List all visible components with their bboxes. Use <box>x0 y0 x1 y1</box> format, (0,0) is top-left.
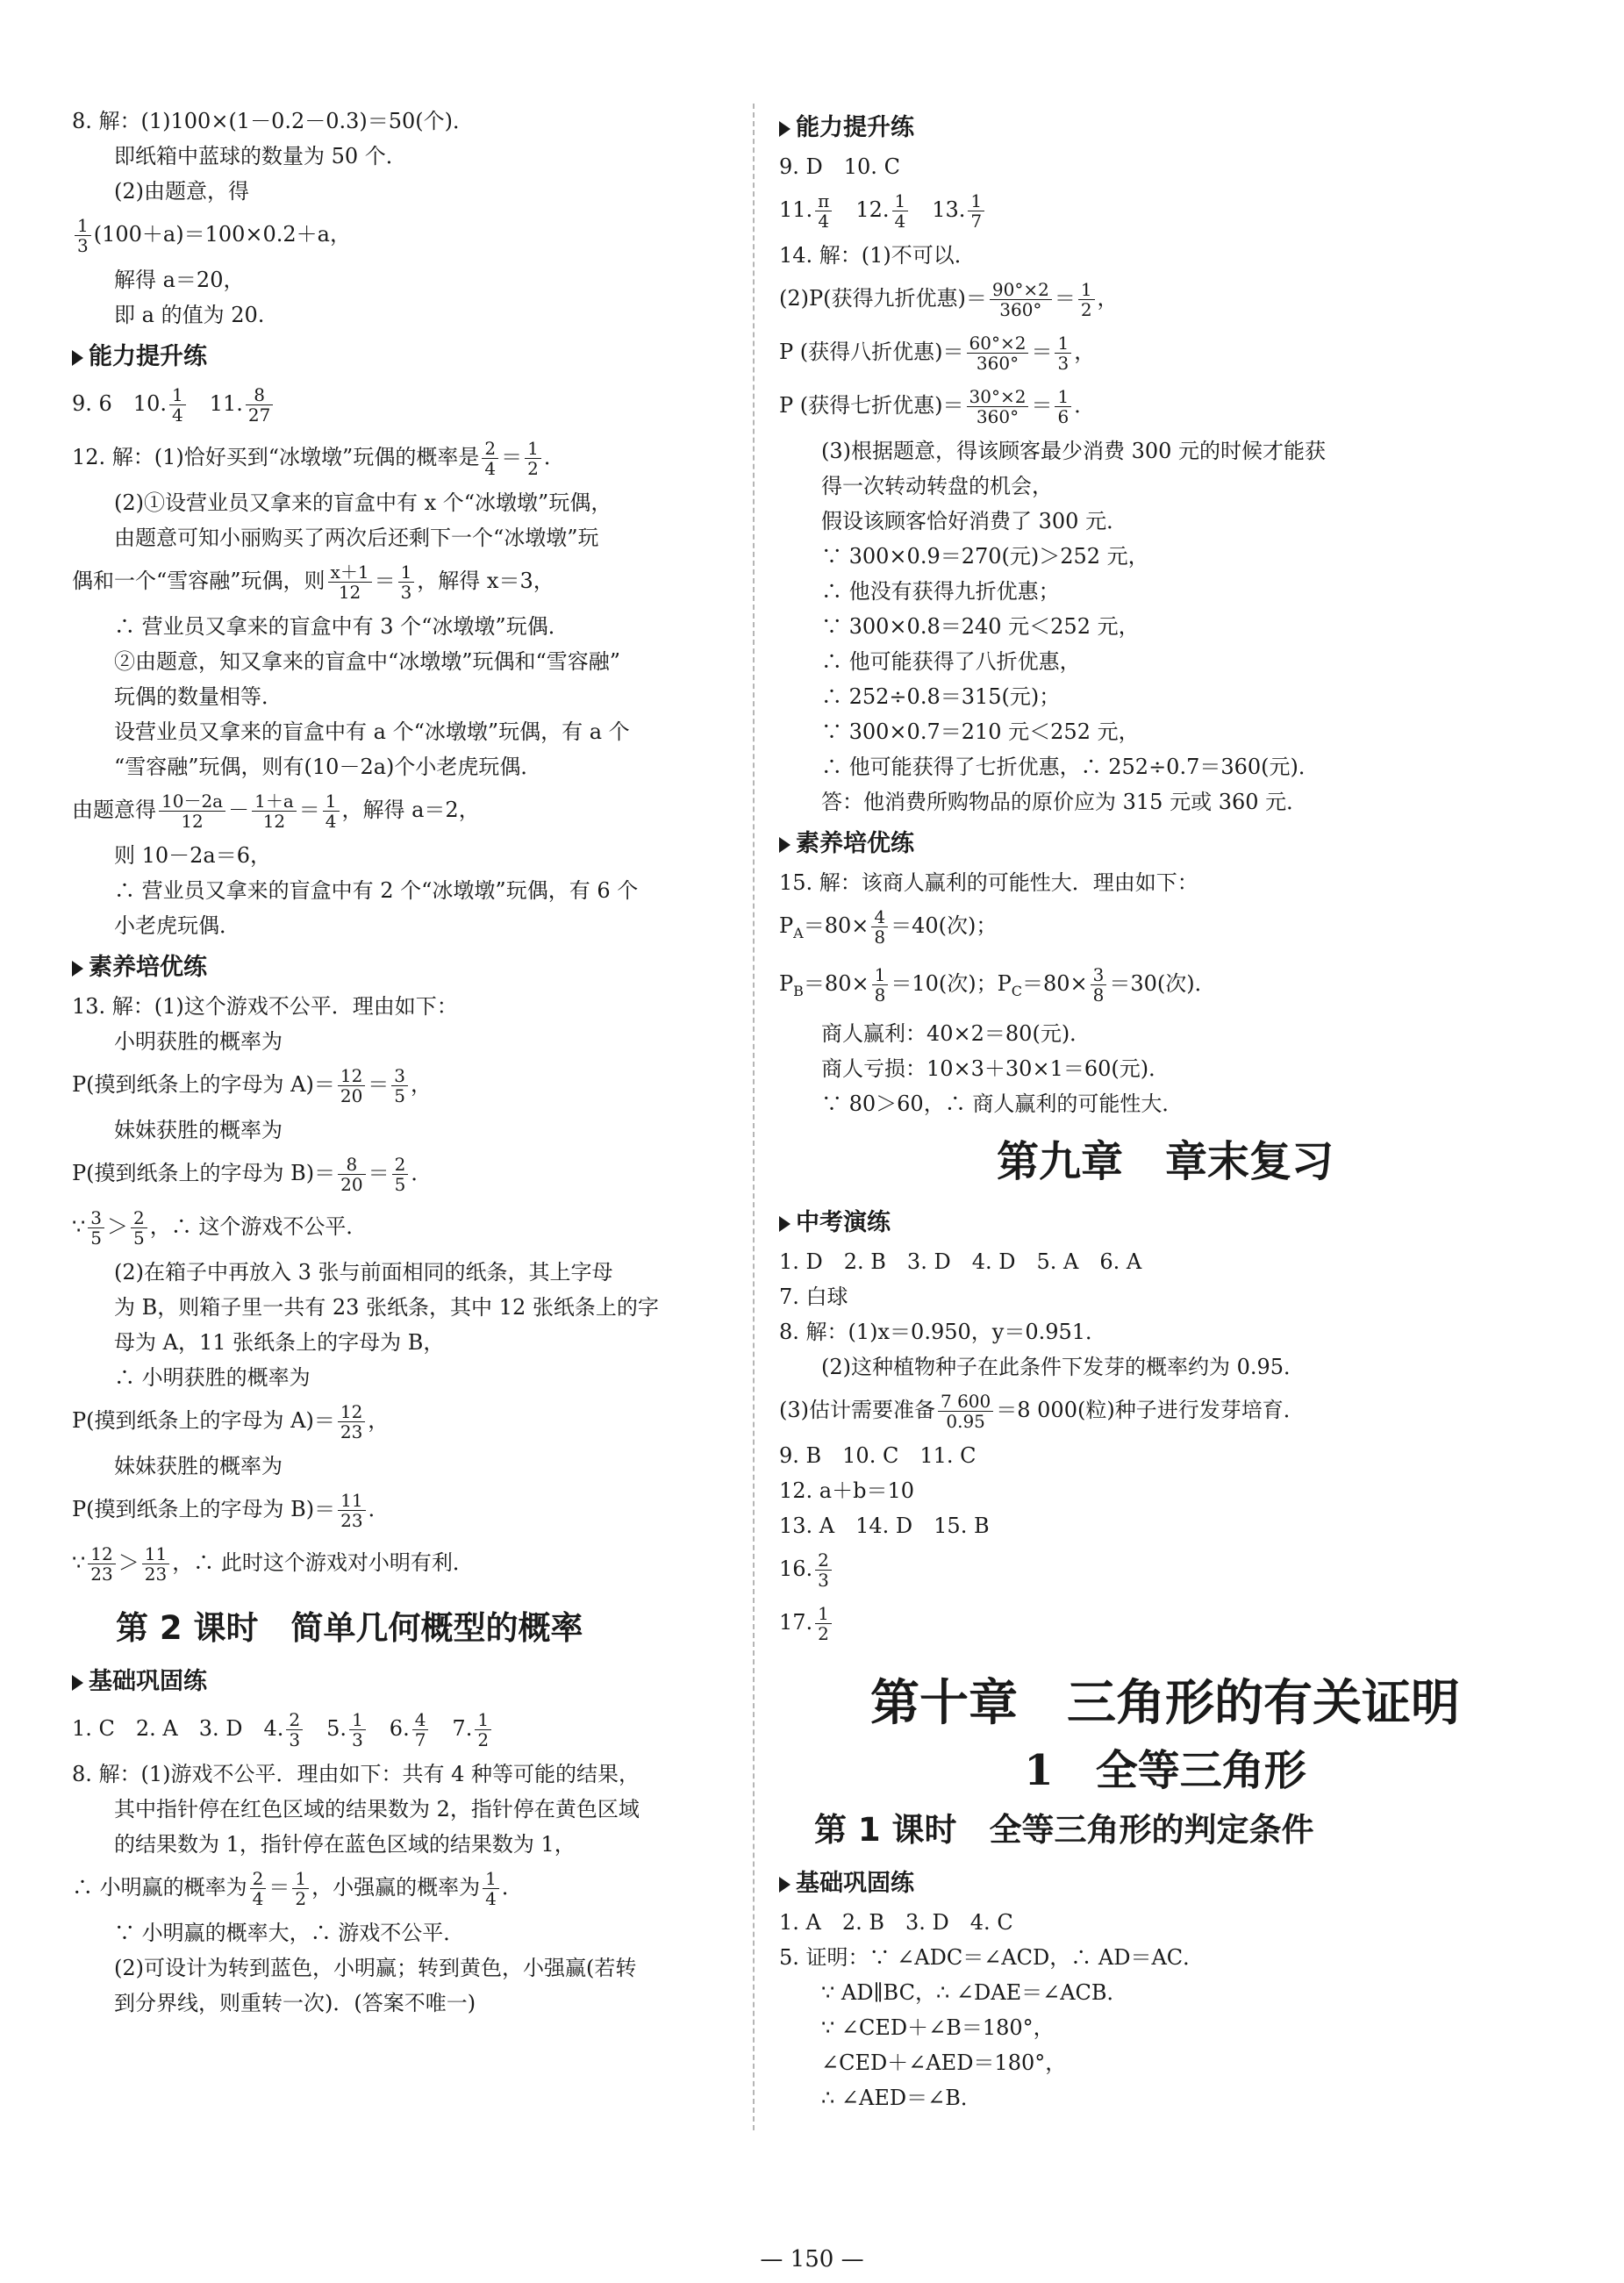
q8-line2: 即纸箱中蓝球的数量为 50 个． <box>114 144 407 168</box>
q14-line12: ∴ 252÷0.8＝315(元)； <box>821 684 1061 709</box>
proof5-line5: ∴ ∠AED＝∠B． <box>821 2085 982 2110</box>
q12-line6: ②由题意，知又拿来的盲盒中“冰墩墩”玩偶和“雪容融” <box>114 649 621 674</box>
exam-answers-9-11: 9. B 10. C 11. C <box>779 1442 977 1468</box>
section-heading-literacy-right: 素养培优练 <box>779 823 1551 865</box>
q13-line7: (2)在箱子中再放入 3 张与前面相同的纸条，其上字母 <box>114 1260 613 1285</box>
q15-line3: $P_B=80\times$ $\frac{1}{8}$ ＝10(次)；$P_C=80\times$ $\frac{3}{8}$ ＝30(次)． <box>779 963 1216 1006</box>
play-triangle-icon <box>72 350 83 366</box>
q13-line4: 妹妹获胜的概率为 <box>114 1118 283 1142</box>
section-heading-ability: 能力提升练 <box>72 336 739 378</box>
q14-line1: 14. 解：(1)不可以． <box>779 243 976 268</box>
q8-line6: 即 a 的值为 20. <box>114 303 265 327</box>
answers-9-11: 9. 6 10. $\frac{1}{4}$ 11. $\frac{8}{27}$ <box>72 378 739 432</box>
q8-line3: (2)由题意，得 <box>114 179 249 204</box>
exam-answers-1-6: 1. D 2. B 3. D 4. D 5. A 6. A <box>779 1249 1142 1274</box>
q13-line6: ∵ $\frac{3}{5}$ ＞ $\frac{2}{5}$ ，∴ 这个游戏不公平． <box>72 1207 368 1249</box>
q14-line13: ∵ 300×0.7＝210 元＜252 元， <box>821 719 1140 744</box>
q13-line5: P(摸到纸条上的字母为 B)＝ $\frac{8}{20}$ ＝ $\frac{2}{5}$ ． <box>72 1154 433 1195</box>
q12-line2: (2)①设营业员又拿来的盲盒中有 x 个“冰墩墩”玩偶， <box>114 490 612 515</box>
q14-line8: ∵ 300×0.9＝270(元)＞252 元， <box>821 544 1149 569</box>
section-heading-literacy: 素养培优练 <box>72 947 739 989</box>
section-heading-basic: 基础巩固练 <box>72 1661 739 1703</box>
q13-line12: 妹妹获胜的概率为 <box>114 1454 283 1478</box>
exam-answers-13-15: 13. A 14. D 15. B <box>779 1513 990 1538</box>
section-heading-ability-right: 能力提升练 <box>779 107 1551 149</box>
q14-line2: (2)P(获得九折优惠)＝ $\frac{90^\circ\times 2}{360^\circ}$ ＝ $\frac{1}{2}$ ， <box>779 279 1119 320</box>
exam-q8-line2: (2)这种植物种子在此条件下发芽的概率约为 0.95． <box>821 1354 1306 1379</box>
proof5-line3: ∵ ∠CED＋∠B＝180°， <box>821 2015 1055 2040</box>
basic-answers-1-4: 1. A 2. B 3. D 4. C <box>779 1909 1013 1935</box>
lesson1-title: 第 1 课时 全等三角形的判定条件 <box>814 1810 1314 1849</box>
proof5-line2: ∵ AD∥BC，∴ ∠DAE＝∠ACB． <box>821 1979 1128 2005</box>
play-triangle-icon <box>779 121 791 137</box>
fraction: $\frac{1}{3}$ <box>75 216 91 255</box>
q14-line7: 假设该顾客恰好消费了 300 元． <box>821 509 1128 533</box>
answers-11-13: 11. $\frac{\pi}{4}$ 12. $\frac{1}{4}$ 13. $\frac{1}{7}$ <box>779 184 1551 238</box>
q8b-line7: 到分界线，则重转一次)．(答案不唯一) <box>114 1991 476 2015</box>
q8-line1: 8. 解：(1)100×(1－0.2－0.3)＝50(个)． <box>72 109 475 133</box>
q8b-line6: (2)可设计为转到蓝色，小明赢；转到黄色，小强赢(若转 <box>114 1956 637 1980</box>
q13-line11: P(摸到纸条上的字母为 A)＝ $\frac{12}{23}$ ， <box>72 1401 390 1442</box>
q12-line10: 由题意得 $\frac{10-2a}{12}$ － $\frac{1+a}{12}$ ＝ $\frac{1}{4}$ ，解得 a＝2， <box>72 791 480 832</box>
q8b-line4: ∴ 小明赢的概率为 $\frac{2}{4}$ ＝ $\frac{1}{2}$ ，小强赢的概率为 $\frac{1}{4}$ ． <box>72 1868 523 1909</box>
play-triangle-icon <box>72 1675 83 1691</box>
q14-line10: ∵ 300×0.8＝240 元＜252 元， <box>821 614 1140 639</box>
q13-line14: ∵ $\frac{12}{23}$ ＞ $\frac{11}{23}$ ，∴ 此时这个游戏对小明有利． <box>72 1543 474 1585</box>
exam-answer-12: 12. a＋b＝10 <box>779 1478 915 1503</box>
section-heading-exam: 中考演练 <box>779 1202 1551 1244</box>
column-divider <box>753 104 755 2130</box>
play-triangle-icon <box>779 1877 791 1893</box>
q13-line9: 母为 A，11 张纸条上的字母为 B， <box>114 1330 445 1355</box>
exam-answer-7: 7. 白球 <box>779 1284 848 1309</box>
q12-line4: 偶和一个“雪容融”玩偶，则 $\frac{x+1}{12}$ ＝ $\frac{1}{3}$ ，解得 x＝3， <box>72 562 554 603</box>
q14-line5: (3)根据题意，得该顾客最少消费 300 元的时候才能获 <box>821 439 1327 463</box>
q13-line1: 13. 解：(1)这个游戏不公平．理由如下： <box>72 994 458 1019</box>
q15-line6: ∵ 80＞60，∴ 商人赢利的可能性大． <box>821 1091 1184 1116</box>
chapter10-title: 第十章 三角形的有关证明 <box>870 1673 1460 1732</box>
left-column <box>72 104 739 2021</box>
q14-line11: ∴ 他可能获得了八折优惠， <box>821 649 1081 674</box>
answers-1-7: 1. C 2. A 3. D 4. $\frac{2}{3}$ 5. $\frac{1}{3}$ 6. $\frac{4}{7}$ 7. $\frac{1}{2}$ <box>72 1703 739 1757</box>
play-triangle-icon <box>779 837 791 853</box>
q8b-line5: ∵ 小明赢的概率大，∴ 游戏不公平． <box>114 1921 465 1945</box>
q12-line7: 玩偶的数量相等． <box>114 684 283 709</box>
q14-line4: P (获得七折优惠)＝ $\frac{30^\circ\times 2}{360^\circ}$ ＝ $\frac{1}{6}$ ． <box>779 386 1096 427</box>
exam-q8-line3: (3)估计需要准备 $\frac{7 600}{0.95}$ ＝8 000(粒)种子进行发芽培育． <box>779 1390 1305 1432</box>
proof5-line1: 5. 证明：∵ ∠ADC＝∠ACD，∴ AD＝AC． <box>779 1944 1205 1970</box>
q8b-line2: 其中指针停在红色区域的结果数为 2，指针停在黄色区域 <box>114 1797 640 1821</box>
q12-line11: 则 10－2a＝6， <box>114 843 272 868</box>
q12-line1: 12. 解：(1)恰好买到“冰墩墩”玩偶的概率是 $\frac{2}{4}$ ＝ $\frac{1}{2}$ ． <box>72 438 565 479</box>
right-column <box>779 104 1551 2115</box>
q8-line4: $\frac{1}{3}$ (100＋a)＝100×0.2＋a， <box>72 209 739 262</box>
q15-line1: 15. 解：该商人赢利的可能性大．理由如下： <box>779 870 1198 895</box>
page-number: — 150 — <box>760 2246 864 2272</box>
q13-line3: P(摸到纸条上的字母为 A)＝ $\frac{12}{20}$ ＝ $\frac{3}{5}$ ， <box>72 1065 433 1106</box>
q13-line13: P(摸到纸条上的字母为 B)＝ $\frac{11}{23}$ ． <box>72 1490 390 1531</box>
q12-line5: ∴ 营业员又拿来的盲盒中有 3 个“冰墩墩”玩偶． <box>114 614 569 639</box>
q12-line12: ∴ 营业员又拿来的盲盒中有 2 个“冰墩墩”玩偶，有 6 个 <box>114 878 639 903</box>
play-triangle-icon <box>779 1216 791 1232</box>
exam-q8-line1: 8. 解：(1)x＝0.950，y＝0.951． <box>779 1319 1107 1344</box>
chapter10-subtitle: 1 全等三角形 <box>1024 1745 1306 1795</box>
q8-line5: 解得 a＝20， <box>114 268 245 292</box>
section-heading-basic-right: 基础巩固练 <box>779 1863 1551 1905</box>
q15-line2: $P_A=80\times$ $\frac{4}{8}$ ＝40(次)； <box>779 906 998 948</box>
q12-line3: 由题意可知小丽购买了两次后还剩下一个“冰墩墩”玩 <box>114 526 599 550</box>
q14-line3: P (获得八折优惠)＝ $\frac{60^\circ\times 2}{360^\circ}$ ＝ $\frac{1}{3}$ ， <box>779 333 1096 374</box>
q13-line10: ∴ 小明获胜的概率为 <box>114 1365 311 1390</box>
exam-answer-17: 17. $\frac{1}{2}$ <box>779 1597 1551 1650</box>
q13-line8: 为 B，则箱子里一共有 23 张纸条，其中 12 张纸条上的字 <box>114 1295 659 1320</box>
q15-line5: 商人亏损：10×3＋30×1＝60(元)． <box>821 1056 1170 1081</box>
q15-line4: 商人赢利：40×2＝80(元)． <box>821 1020 1091 1046</box>
q14-line9: ∴ 他没有获得九折优惠； <box>821 579 1060 604</box>
q8b-line1: 8. 解：(1)游戏不公平．理由如下：共有 4 种等可能的结果， <box>72 1762 640 1786</box>
q12-line9: “雪容融”玩偶，则有(10－2a)个小老虎玩偶． <box>114 755 542 779</box>
q12-line13: 小老虎玩偶． <box>114 913 240 938</box>
q13-line2: 小明获胜的概率为 <box>114 1029 283 1054</box>
lesson2-title: 第 2 课时 简单几何概型的概率 <box>116 1609 583 1647</box>
q14-line14: ∴ 他可能获得了七折优惠，∴ 252÷0.7＝360(元)． <box>821 755 1320 779</box>
q12-line8: 设营业员又拿来的盲盒中有 a 个“冰墩墩”玩偶，有 a 个 <box>114 719 630 744</box>
q8b-line3: 的结果数为 1，指针停在蓝色区域的结果数为 1， <box>114 1832 576 1857</box>
proof5-line4: ∠CED＋∠AED＝180°， <box>821 2050 1067 2075</box>
q14-line6: 得一次转动转盘的机会， <box>821 474 1053 498</box>
chapter9-title: 第九章 章末复习 <box>996 1136 1334 1186</box>
exam-answer-16: 16. $\frac{2}{3}$ <box>779 1543 1551 1597</box>
q14-line15: 答：他消费所购物品的原价应为 315 元或 360 元． <box>821 790 1308 814</box>
play-triangle-icon <box>72 961 83 977</box>
answers-9-10: 9. D 10. C <box>779 154 900 179</box>
